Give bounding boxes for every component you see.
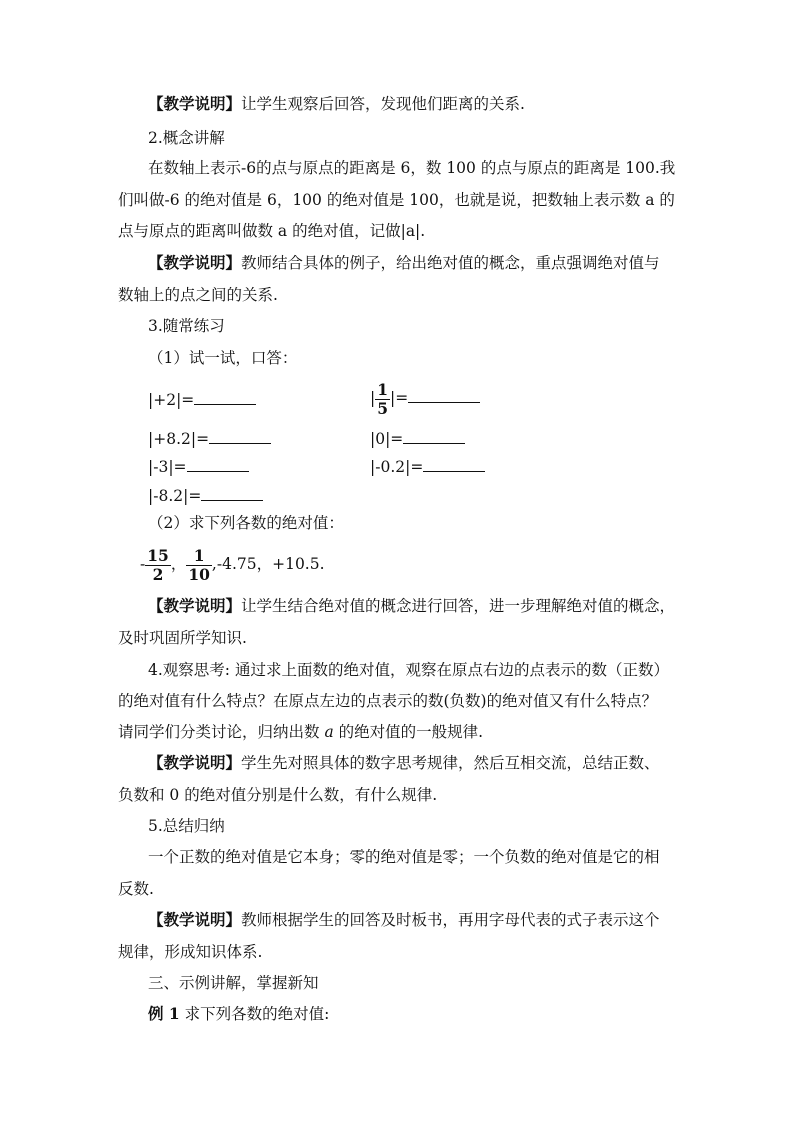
teaching-note-1 <box>148 93 525 115</box>
fraction-denominator: 5 <box>377 398 389 418</box>
fraction-denominator: 2 <box>145 565 171 584</box>
note-label: 【教学说明】 <box>148 94 242 113</box>
teaching-note-2 <box>148 252 660 274</box>
exercise-item <box>148 485 263 507</box>
exercise-expression: |0|= <box>370 430 404 448</box>
section-3-heading: 3.随常练习 <box>148 317 225 335</box>
answer-blank <box>194 390 256 405</box>
negative-sign: - <box>140 555 146 573</box>
teaching-note-5 <box>148 909 660 931</box>
teaching-note-3 <box>148 595 675 617</box>
paragraph-line: 在数轴上表示-6的点与原点的距离是 6，数 100 的点与原点的距离是 100.我 <box>148 159 676 177</box>
separator: ， <box>170 555 187 573</box>
answer-blank <box>209 429 271 444</box>
paragraph-line: 4.观察思考: 通过求上面数的绝对值，观察在原点右边的点表示的数（正数） <box>148 661 669 679</box>
question-1-prompt: （1）试一试，口答： <box>148 349 298 367</box>
paragraph-line: 的绝对值有什么特点？在原点左边的点表示的数(负数)的绝对值又有什么特点？ <box>118 692 658 710</box>
teaching-note-4 <box>148 752 660 774</box>
paragraph-line: 们叫做-6 的绝对值是 6，100 的绝对值是 100，也就是说，把数轴上表示数 a 的 <box>118 191 675 209</box>
exercise-expression: |-3|= <box>148 458 187 476</box>
fraction-numerator: 15 <box>147 545 169 565</box>
variable-a: a <box>324 723 334 741</box>
answer-blank <box>201 486 263 501</box>
note-label: 【教学说明】 <box>148 753 242 772</box>
answer-blank <box>187 457 249 472</box>
note-label: 【教学说明】 <box>148 910 242 929</box>
question-2-prompt: （2）求下列各数的绝对值： <box>148 514 344 532</box>
answer-blank <box>403 429 465 444</box>
fraction-one-fifth <box>375 381 390 418</box>
fraction-fifteen-halves <box>145 547 171 584</box>
question-2-numbers <box>140 542 325 586</box>
answer-blank <box>423 457 485 472</box>
note-text: 学生先对照具体的数字思考规律，然后互相交流，总结正数、 <box>241 754 660 772</box>
abs-bar-left: | <box>370 389 376 407</box>
exercise-item <box>148 389 256 411</box>
note-text: 教师结合具体的例子，给出绝对值的概念，重点强调绝对值与 <box>241 254 660 272</box>
example-1 <box>148 1003 329 1025</box>
exercise-expression: |+8.2|= <box>148 430 210 448</box>
exercise-item <box>148 456 249 478</box>
abs-bar-right: |= <box>390 389 409 407</box>
decimal-numbers: ,-4.75，+10.5. <box>211 555 325 573</box>
note-continuation: 规律，形成知识体系. <box>118 943 263 961</box>
note-text: 让学生观察后回答，发现他们距离的关系. <box>241 95 525 113</box>
exercise-expression: |-0.2|= <box>370 458 424 476</box>
exercise-expression: |+2|= <box>148 391 195 409</box>
fraction-numerator: 1 <box>377 379 389 399</box>
exercise-item <box>370 376 480 420</box>
note-label: 【教学说明】 <box>148 253 242 272</box>
example-label: 例 1 <box>148 1004 180 1023</box>
paragraph-line: 一个正数的绝对值是它本身；零的绝对值是零；一个负数的绝对值是它的相 <box>148 848 660 866</box>
section-5-heading: 5.总结归纳 <box>148 817 225 835</box>
paragraph-line <box>118 721 483 743</box>
exercise-item <box>370 428 465 450</box>
answer-blank <box>408 388 480 403</box>
section-3-main-heading: 三、示例讲解，掌握新知 <box>148 974 319 992</box>
fraction-one-tenth <box>186 547 212 584</box>
note-text: 让学生结合绝对值的概念进行回答，进一步理解绝对值的概念， <box>241 597 676 615</box>
note-continuation: 及时巩固所学知识. <box>118 629 247 647</box>
example-text: 求下列各数的绝对值: <box>179 1005 330 1023</box>
exercise-item <box>370 456 485 478</box>
exercise-item <box>148 428 271 450</box>
fraction-denominator: 10 <box>188 564 210 584</box>
text-segment: 请同学们分类讨论，归纳出数 <box>118 723 325 741</box>
paragraph-line: 点与原点的距离叫做数 a 的绝对值，记做|a|. <box>118 222 426 240</box>
paragraph-line: 反数. <box>118 880 154 898</box>
note-continuation: 数轴上的点之间的关系. <box>118 286 278 304</box>
note-text: 教师根据学生的回答及时板书，再用字母代表的式子表示这个 <box>241 911 660 929</box>
note-label: 【教学说明】 <box>148 596 242 615</box>
note-continuation: 负数和 0 的绝对值分别是什么数，有什么规律. <box>118 786 438 804</box>
section-2-heading: 2.概念讲解 <box>148 129 225 147</box>
exercise-expression: |-8.2|= <box>148 487 202 505</box>
fraction-numerator: 1 <box>193 545 205 565</box>
text-segment: 的绝对值的一般规律. <box>333 723 484 741</box>
